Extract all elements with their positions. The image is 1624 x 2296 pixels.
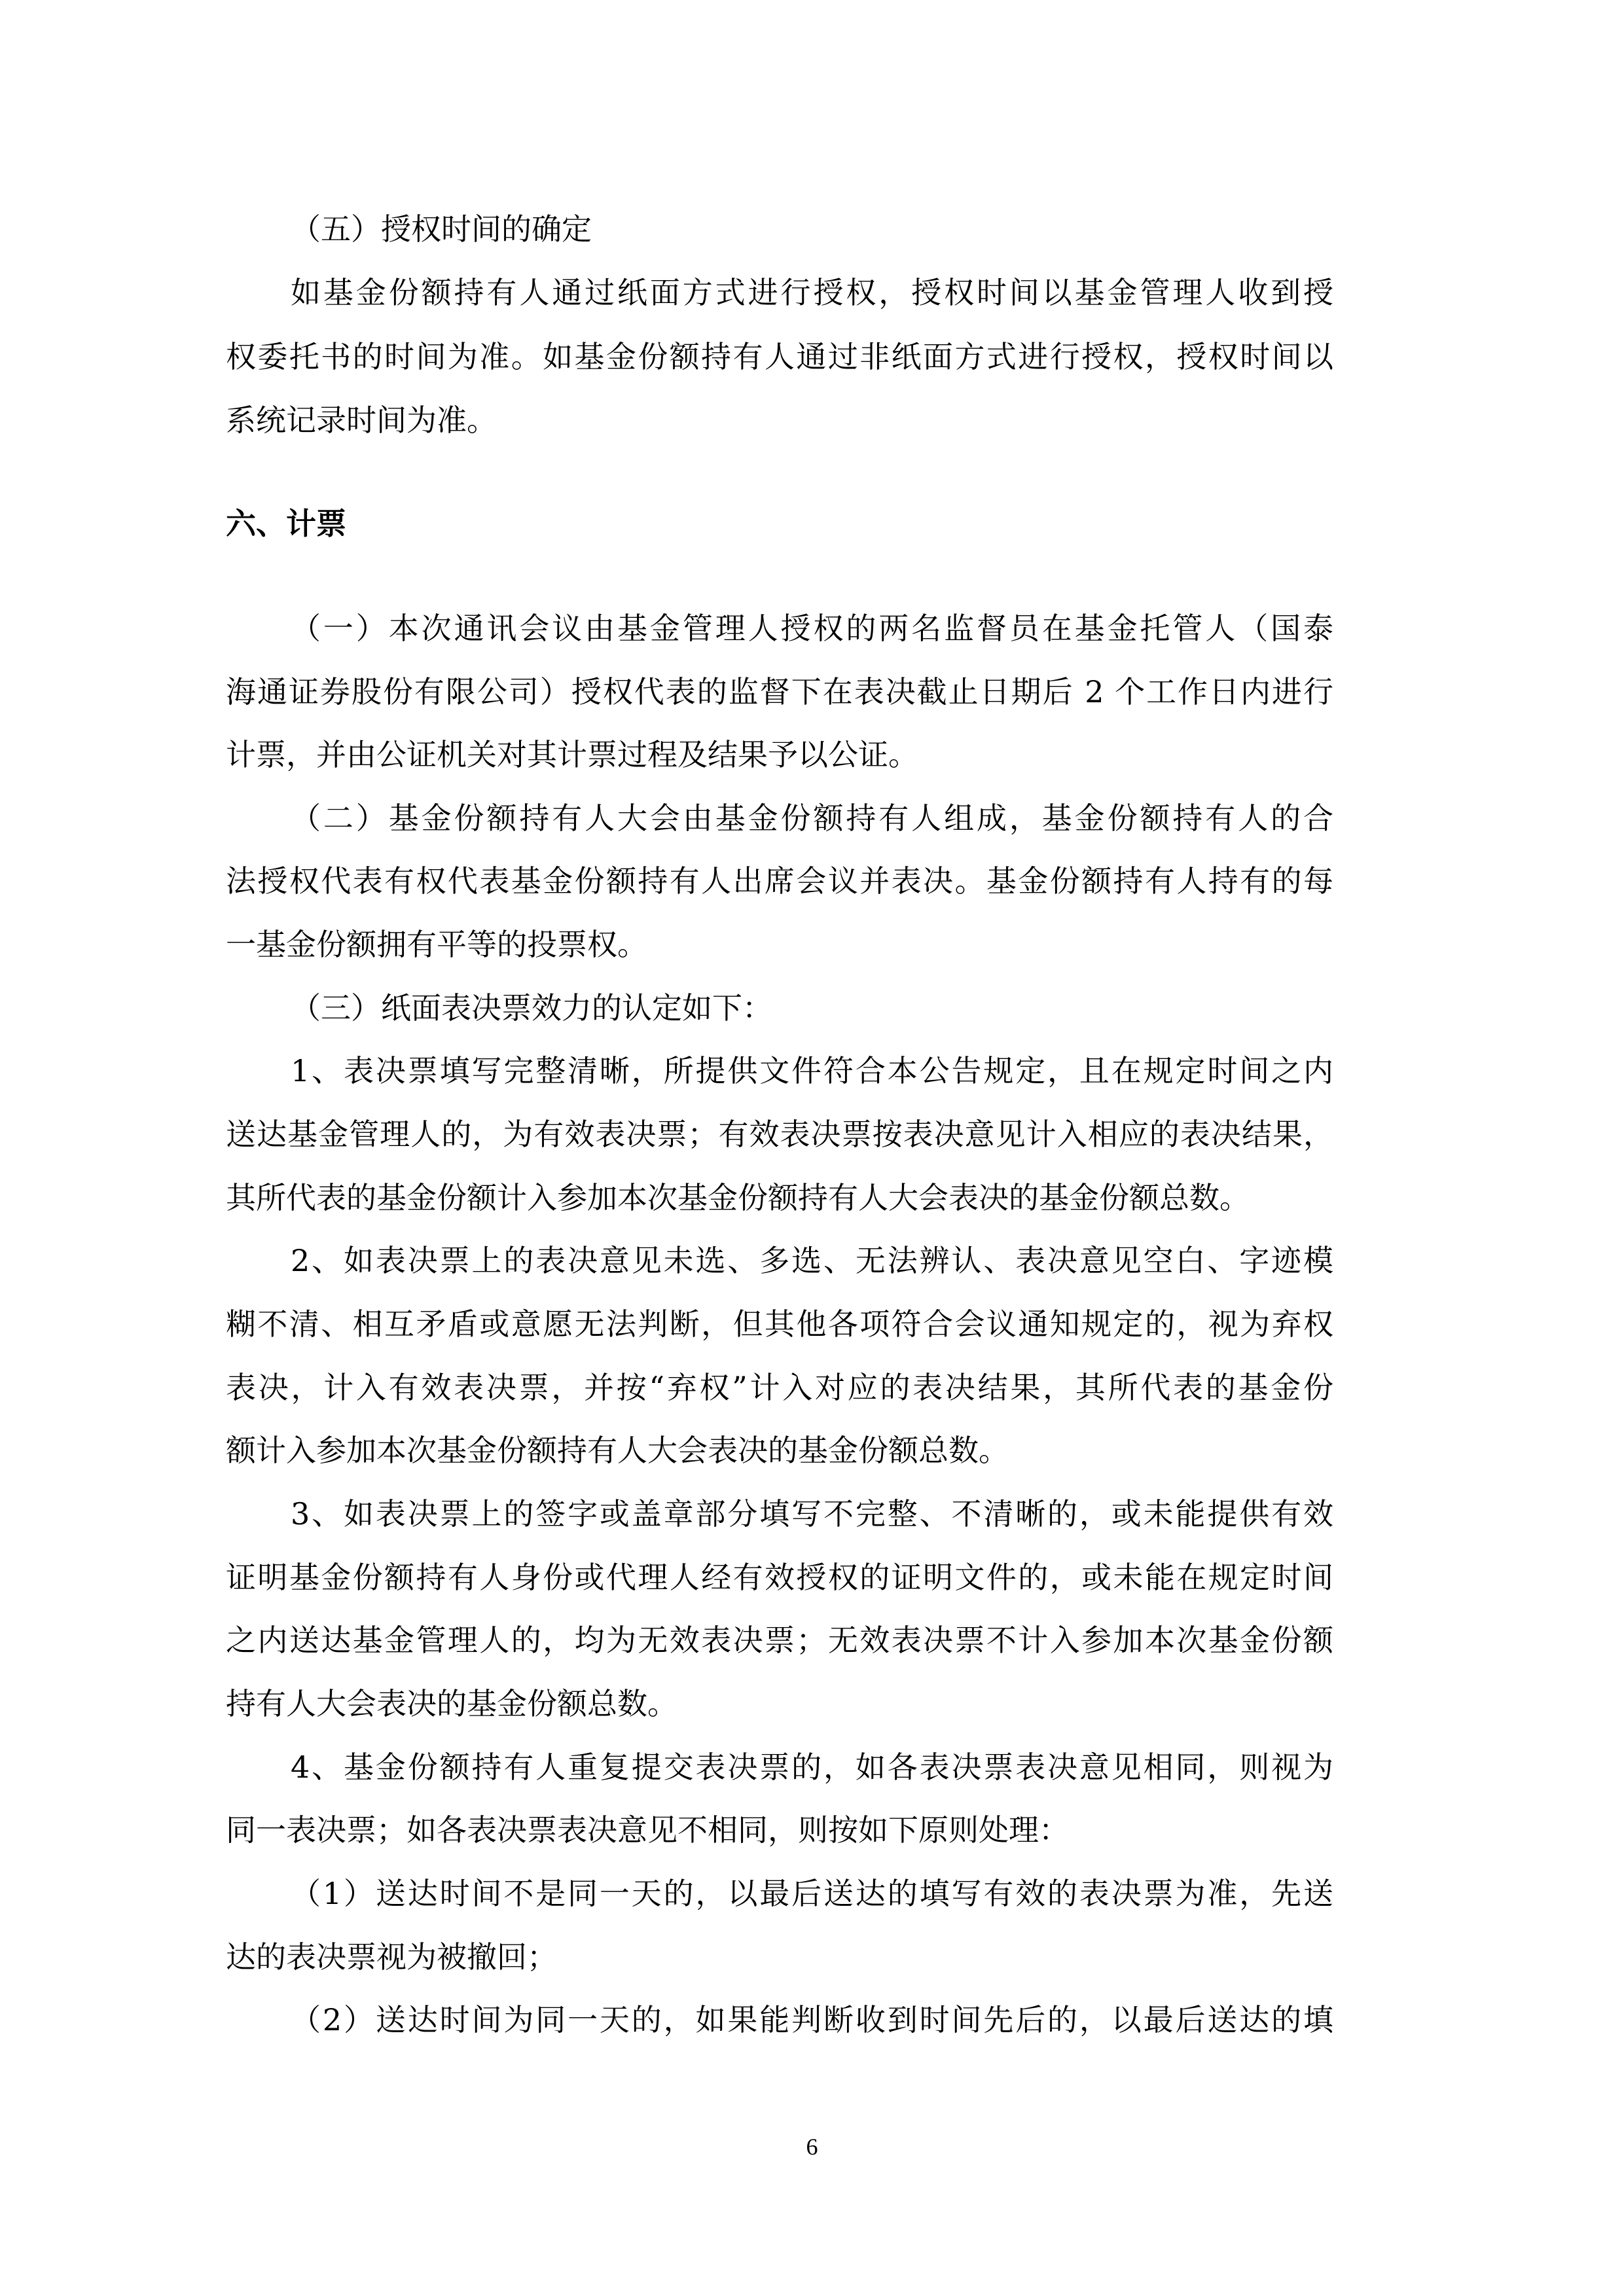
paragraph-line: 证明基金份额持有人身份或代理人经有效授权的证明文件的，或未能在规定时间 [226,1560,1333,1595]
paragraph-line: 额计入参加本次基金份额持有人大会表决的基金份额总数。 [226,1433,1009,1468]
paragraph-first-line: 3、如表决票上的签字或盖章部分填写不完整、不清晰的，或未能提供有效 [291,1496,1333,1532]
paragraph-line: 同一表决票；如各表决票表决意见不相同，则按如下原则处理： [226,1812,1069,1848]
paragraph-line: 系统记录时间为准。 [226,403,497,438]
paragraph-line: 计票，并由公证机关对其计票过程及结果予以公证。 [226,737,918,772]
paragraph-first-line: （1）送达时间不是同一天的，以最后送达的填写有效的表决票为准，先送 [291,1876,1333,1911]
paragraph-line: 持有人大会表决的基金份额总数。 [226,1686,677,1721]
page-number: 6 [806,2134,818,2160]
paragraph-line: 一基金份额拥有平等的投票权。 [226,927,647,962]
paragraph-line: 送达基金管理人的，为有效表决票；有效表决票按表决意见计入相应的表决结果， [226,1117,1333,1152]
paragraph-first-line: 2、如表决票上的表决意见未选、多选、无法辨认、表决意见空白、字迹模 [291,1243,1333,1278]
paragraph-line: 之内送达基金管理人的，均为无效表决票；无效表决票不计入参加本次基金份额 [226,1623,1333,1658]
paragraph-first-line: （五）授权时间的确定 [291,211,592,247]
paragraph-line: 达的表决票视为被撤回； [226,1939,557,1975]
paragraph-first-line: （二）基金份额持有人大会由基金份额持有人组成，基金份额持有人的合 [291,800,1333,836]
paragraph-first-line: 4、基金份额持有人重复提交表决票的，如各表决票表决意见相同，则视为 [291,1749,1333,1785]
paragraph-line: 海通证券股份有限公司）授权代表的监督下在表决截止日期后 2 个工作日内进行 [226,674,1333,709]
paragraph-first-line: （一）本次通讯会议由基金管理人授权的两名监督员在基金托管人（国泰 [291,611,1333,646]
paragraph-line: 其所代表的基金份额计入参加本次基金份额持有人大会表决的基金份额总数。 [226,1180,1250,1215]
paragraph-line: 糊不清、相互矛盾或意愿无法判断，但其他各项符合会议通知规定的，视为弃权 [226,1306,1333,1342]
paragraph-first-line: 如基金份额持有人通过纸面方式进行授权，授权时间以基金管理人收到授 [291,275,1333,310]
paragraph-line: 表决，计入有效表决票，并按“弃权”计入对应的表决结果，其所代表的基金份 [226,1370,1333,1405]
paragraph-line: 法授权代表有权代表基金份额持有人出席会议并表决。基金份额持有人持有的每 [226,863,1333,899]
paragraph-first-line: （2）送达时间为同一天的，如果能判断收到时间先后的，以最后送达的填 [291,2002,1333,2037]
paragraph-first-line: 1、表决票填写完整清晰，所提供文件符合本公告规定，且在规定时间之内 [291,1053,1333,1088]
section-heading: 六、计票 [226,506,346,541]
paragraph-first-line: （三）纸面表决票效力的认定如下： [291,990,772,1026]
paragraph-line: 权委托书的时间为准。如基金份额持有人通过非纸面方式进行授权，授权时间以 [226,339,1333,374]
